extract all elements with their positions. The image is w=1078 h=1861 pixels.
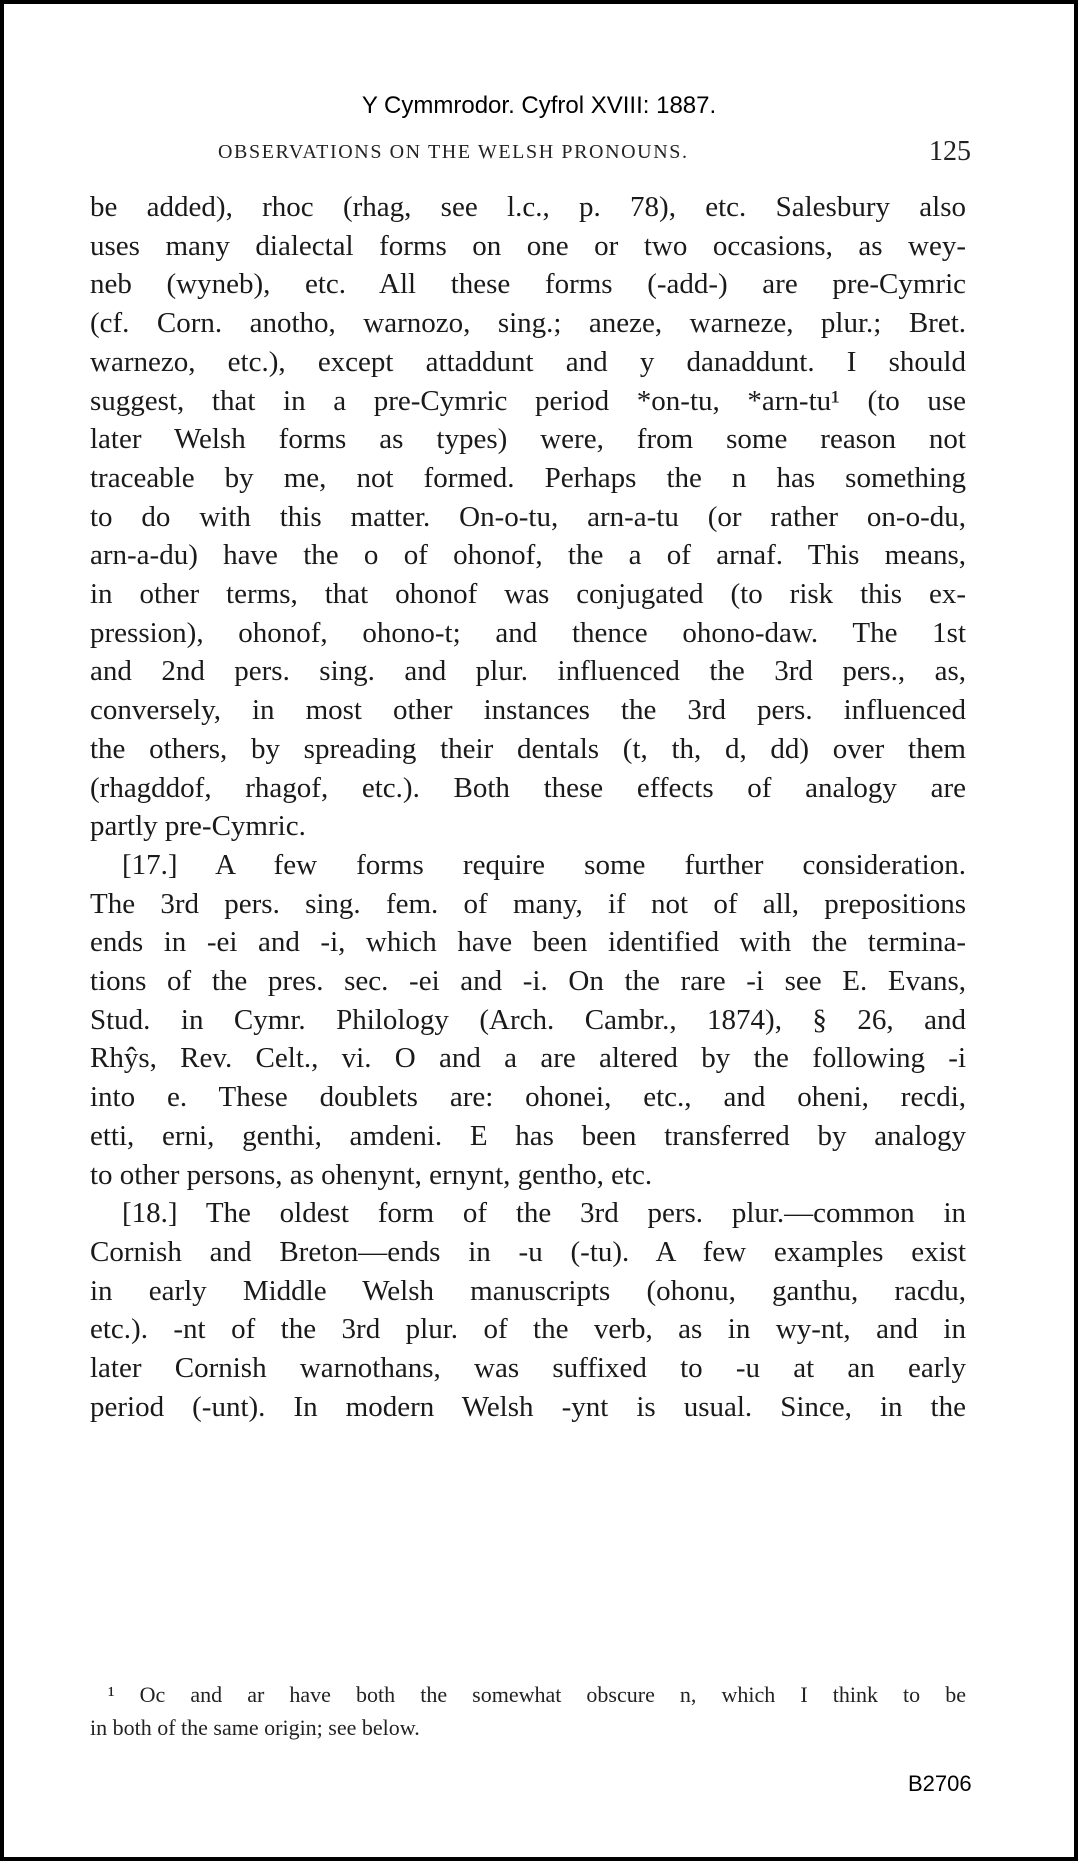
running-head: OBSERVATIONS ON THE WELSH PRONOUNS. [218,141,689,163]
body-line: [17.] A few forms require some further consideration. [122,848,966,881]
body-line: traceable by me, not formed. Perhaps the n has something [90,461,966,494]
page-number: 125 [929,136,971,167]
body-line: etti, erni, genthi, amdeni. E has been transferred by analogy [90,1119,966,1152]
body-line: in early Middle Welsh manuscripts (ohonu, ganthu, racdu, [90,1274,966,1307]
body-line: to other persons, as ohenynt, ernynt, gentho, etc. [90,1158,653,1191]
body-line: etc.). -nt of the 3rd plur. of the verb, as in wy-nt, and in [90,1313,966,1346]
body-line: to do with this matter. On-o-tu, arn-a-tu (or rather on-o-du, [90,500,966,533]
body-line: (cf. Corn. anotho, warnozo, sing.; aneze, warneze, plur.; Bret. [90,307,966,340]
body-line: warnezo, etc.), except attaddunt and y danaddunt. I should [90,345,966,378]
body-line: arn-a-du) have the o of ohonof, the a of arnaf. This means, [90,539,966,572]
body-line: Stud. in Cymr. Philology (Arch. Cambr., 1874), § 26, and [90,1003,966,1036]
body-line: Cornish and Breton—ends in -u (-tu). A few examples exist [90,1235,966,1268]
footnote-line: ¹ Oc and ar have both the somewhat obscure n, which I think to be [108,1682,966,1707]
reference-code: B2706 [908,1771,972,1796]
body-line: pression), ohonof, ohono-t; and thence ohono-daw. The 1st [90,616,966,649]
body-line: later Welsh forms as types) were, from some reason not [90,423,966,456]
body-line: conversely, in most other instances the 3rd pers. influenced [90,694,966,727]
body-line: the others, by spreading their dentals (t, th, d, dd) over them [90,732,966,765]
body-line: tions of the pres. sec. -ei and -i. On the rare -i see E. Evans, [90,965,966,997]
body-line: suggest, that in a pre-Cymric period *on-tu, *arn-tu¹ (to use [90,384,966,417]
body-line: (rhagddof, rhagof, etc.). Both these effects of analogy are [90,771,966,804]
body-line: ends in -ei and -i, which have been identified with the termina- [90,926,966,959]
body-line: and 2nd pers. sing. and plur. influenced the 3rd pers., as, [90,655,966,688]
body-line: partly pre-Cymric. [90,810,306,843]
body-line: later Cornish warnothans, was suffixed to -u at an early [90,1352,966,1384]
body-line: neb (wyneb), etc. All these forms (-add-) are pre-Cymric [90,268,966,301]
body-line: be added), rhoc (rhag, see l.c., p. 78), etc. Salesbury also [90,191,966,223]
footnote-line: in both of the same origin; see below. [90,1715,420,1740]
body-line: uses many dialectal forms on one or two occasions, as wey- [90,229,966,262]
body-line: period (-unt). In modern Welsh -ynt is usual. Since, in the [90,1390,966,1423]
body-line: The 3rd pers. sing. fem. of many, if not of all, prepositions [90,887,966,920]
body-line: Rhŷs, Rev. Celt., vi. O and a are altered by the following -i [90,1042,966,1075]
body-line: [18.] The oldest form of the 3rd pers. plur.—common in [122,1197,966,1230]
body-line: in other terms, that ohonof was conjugated (to risk this ex- [90,578,966,610]
journal-header: Y Cymmrodor. Cyfrol XVIII: 1887. [361,92,717,119]
body-line: into e. These doublets are: ohonei, etc., and oheni, recdi, [90,1081,966,1114]
